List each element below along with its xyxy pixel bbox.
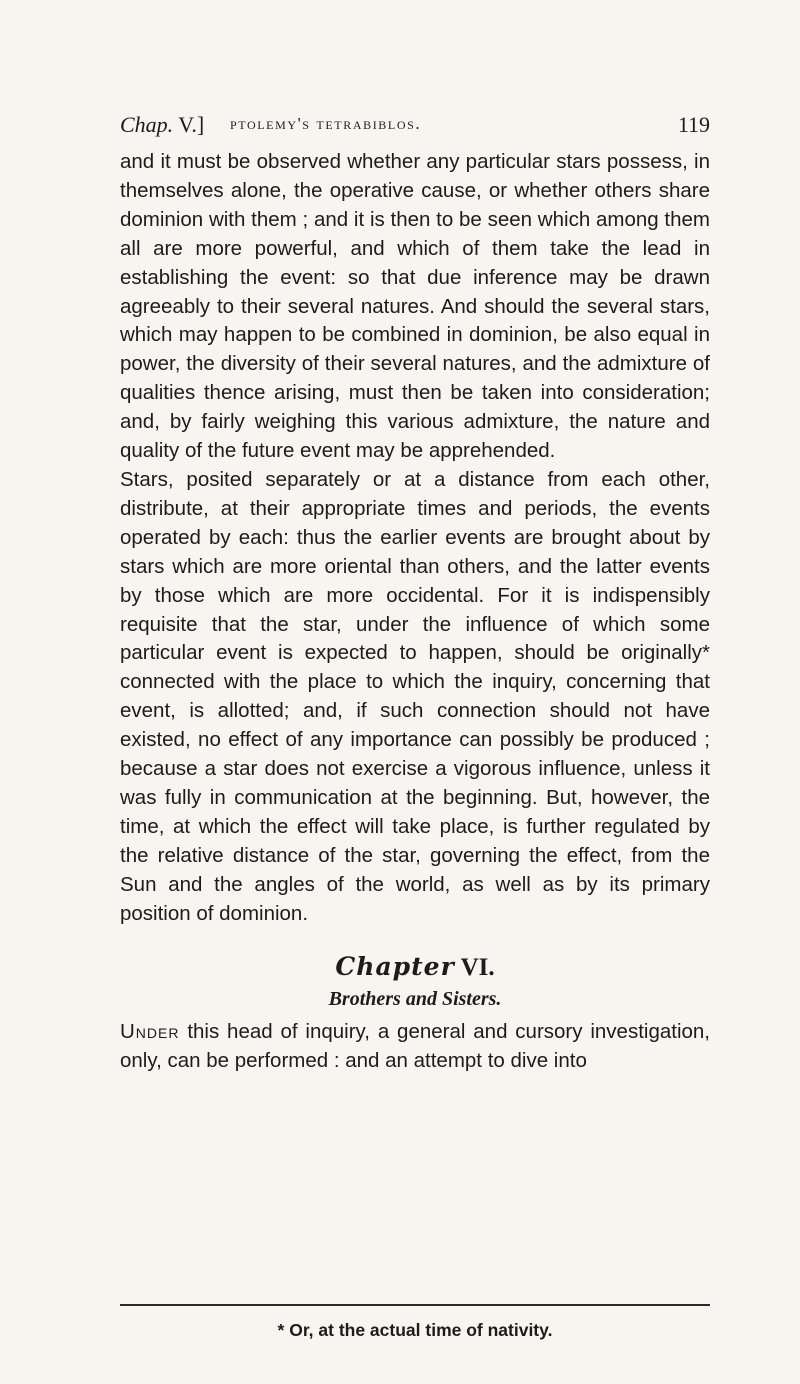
paragraph-3-text: this head of inquiry, a general and cursory investigation, only, can be performed : and an attempt to dive into	[120, 1020, 710, 1073]
footnote-rule	[120, 1304, 710, 1306]
running-head	[120, 112, 710, 148]
running-head-chapter	[120, 112, 204, 138]
chapter-word: Chapter	[335, 952, 455, 982]
chapter-heading	[120, 952, 710, 984]
page-number: 119	[677, 112, 710, 137]
chapter-number: VI.	[460, 954, 495, 982]
running-head-chapter-number: V.]	[173, 112, 205, 137]
running-head-chapter-word: Chap.	[120, 112, 174, 137]
running-head-title: ptolemy's tetrabiblos.	[230, 114, 422, 133]
paragraph-1: and it must be observed whether any particular stars possess, in themselves alone, the operative cause, or whether others share dominion with them ; and it is then to be seen which among them all are more powerful, and which of them take the lead in establishing the event: so that due inference may be drawn agreeably to their several natures. And should the several stars, which may happen to be combined in dominion, be also equal in power, the diversity of their several natures, and the admixture of qualities thence arising, must then be taken into consideration; and, by fairly weighing this various admixture, the nature and quality of the future event may be apprehended.	[120, 150, 710, 463]
paragraph-lead-word: Under	[120, 1020, 180, 1044]
book-page	[120, 112, 710, 1076]
body-text-continued	[120, 1018, 710, 1076]
body-text	[120, 148, 710, 928]
paragraph-2: Stars, posited separately or at a distance from each other, distribute, at their appropriate times and periods, the events operated by each: thus the earlier events are brought about by stars which are more oriental than others, and the latter events by those which are more occidental. For it is indispensibly requisite that the star, under the influence of which some particular event is expected to happen, should be originally* connected with the place to which the inquiry, concerning that event, is allotted; and, if such connection should not have existed, no effect of any importance can possibly be produced ; because a star does not exercise a vigorous influence, unless it was fully in communication at the beginning. But, however, the time, at which the effect will take place, is further regulated by the relative distance of the star, governing the effect, from the Sun and the angles of the world, as well as by its primary position of dominion.	[120, 467, 710, 925]
footnote: * Or, at the actual time of nativity.	[277, 1320, 553, 1340]
section-title: Brothers and Sisters.	[328, 988, 502, 1011]
paragraph-3	[120, 1018, 710, 1076]
